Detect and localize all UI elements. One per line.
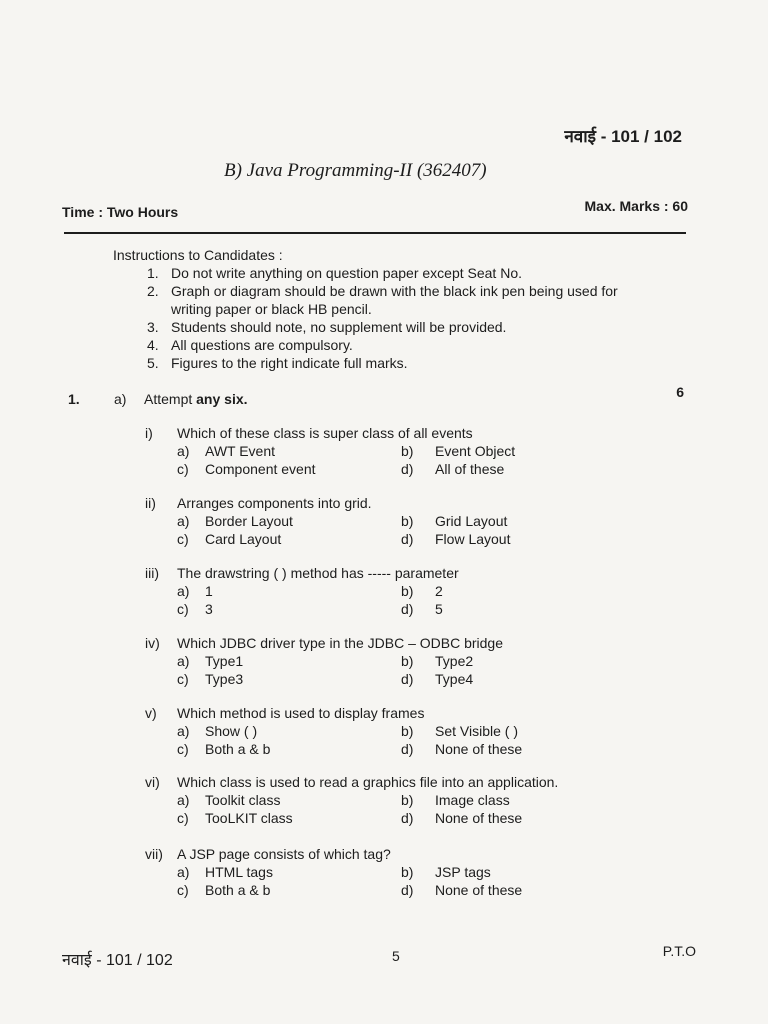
- question-prompt: [144, 391, 248, 407]
- option-text: Type4: [435, 671, 474, 687]
- option: [177, 600, 401, 618]
- option: [177, 530, 401, 548]
- option-text: 1: [205, 583, 213, 599]
- option: [401, 670, 625, 688]
- mcq-item: [145, 494, 625, 548]
- question-number: 1.: [68, 391, 80, 407]
- option-row: [145, 791, 625, 809]
- option-letter: b): [401, 583, 414, 599]
- option-text: Flow Layout: [435, 531, 511, 547]
- mcq-question-text: Which JDBC driver type in the JDBC – ODBC bridge: [177, 635, 503, 651]
- option-row: [145, 582, 625, 600]
- option: [177, 582, 401, 600]
- mcq-numeral: ii): [145, 495, 156, 511]
- paper-code: नवाई - 101 / 102: [564, 127, 682, 146]
- paper-title: B) Java Programming-II (362407): [224, 160, 487, 181]
- option-row: [145, 442, 625, 460]
- option: [401, 809, 625, 827]
- option-letter: d): [401, 531, 414, 547]
- option-text: Type2: [435, 653, 474, 669]
- mcq-item: [145, 424, 625, 478]
- time-label: Time : Two Hours: [62, 204, 179, 220]
- option-text: Show ( ): [205, 723, 258, 739]
- option-row: [145, 460, 625, 478]
- option-letter: b): [401, 443, 414, 459]
- option-text: Both a & b: [205, 741, 271, 757]
- prompt-prefix: Attempt: [144, 391, 197, 407]
- option-text: All of these: [435, 461, 505, 477]
- option: [401, 791, 625, 809]
- option: [177, 881, 401, 899]
- page-number: 5: [392, 948, 400, 964]
- option: [177, 722, 401, 740]
- option-letter: c): [177, 882, 189, 898]
- instruction-item: [147, 318, 661, 336]
- option: [401, 600, 625, 618]
- option-letter: a): [177, 513, 190, 529]
- max-marks-label: Max. Marks : 60: [584, 198, 688, 214]
- mcq-question-text: Which of these class is super class of all events: [177, 425, 473, 441]
- question-marks: 6: [676, 384, 684, 400]
- instruction-number: 4.: [147, 337, 159, 353]
- header-divider: [64, 232, 686, 234]
- option-letter: b): [401, 513, 414, 529]
- mcq-item: [145, 704, 625, 758]
- option-letter: c): [177, 810, 189, 826]
- option-letter: b): [401, 653, 414, 669]
- option: [401, 652, 625, 670]
- mcq-numeral: v): [145, 705, 157, 721]
- option: [401, 512, 625, 530]
- instruction-number: 5.: [147, 355, 159, 371]
- option-row: [145, 600, 625, 618]
- mcq-question: [145, 845, 625, 863]
- option-text: Toolkit class: [205, 792, 281, 808]
- option: [177, 791, 401, 809]
- option-row: [145, 881, 625, 899]
- option: [177, 460, 401, 478]
- mcq-question: [145, 564, 625, 582]
- option-letter: b): [401, 723, 414, 739]
- option-text: Component event: [205, 461, 316, 477]
- option-row: [145, 530, 625, 548]
- option-text: Type1: [205, 653, 244, 669]
- instruction-text: All questions are compulsory.: [171, 337, 353, 353]
- option-letter: a): [177, 583, 190, 599]
- option: [177, 512, 401, 530]
- option-letter: d): [401, 671, 414, 687]
- option-text: Set Visible ( ): [435, 723, 518, 739]
- mcq-numeral: iii): [145, 565, 159, 581]
- option-letter: a): [177, 864, 190, 880]
- option-text: HTML tags: [205, 864, 273, 880]
- option: [401, 722, 625, 740]
- option: [177, 740, 401, 758]
- prompt-bold: any six.: [196, 391, 248, 407]
- option-text: 3: [205, 601, 213, 617]
- option: [177, 809, 401, 827]
- option-text: TooLKIT class: [205, 810, 293, 826]
- option-text: Type3: [205, 671, 244, 687]
- question-part: a): [114, 391, 127, 407]
- mcq-numeral: vii): [145, 846, 163, 862]
- option: [401, 582, 625, 600]
- mcq-question-text: Arranges components into grid.: [177, 495, 372, 511]
- option-text: 2: [435, 583, 443, 599]
- mcq-numeral: vi): [145, 774, 160, 790]
- instruction-number: 2.: [147, 283, 159, 299]
- option-letter: a): [177, 723, 190, 739]
- option-letter: b): [401, 792, 414, 808]
- option-row: [145, 722, 625, 740]
- option-letter: a): [177, 443, 190, 459]
- option-text: None of these: [435, 741, 523, 757]
- instruction-number: 1.: [147, 265, 159, 281]
- instructions-heading: Instructions to Candidates :: [113, 247, 283, 263]
- option-letter: d): [401, 741, 414, 757]
- instruction-text: Do not write anything on question paper except Seat No.: [171, 265, 522, 281]
- mcq-question: [145, 704, 625, 722]
- option-letter: c): [177, 741, 189, 757]
- mcq-item: [145, 564, 625, 618]
- mcq-numeral: i): [145, 425, 153, 441]
- option-letter: d): [401, 601, 414, 617]
- mcq-question-text: The drawstring ( ) method has ----- parameter: [177, 565, 459, 581]
- instruction-item: [147, 264, 661, 282]
- pto-label: P.T.O: [662, 943, 696, 959]
- option-letter: a): [177, 653, 190, 669]
- option: [401, 863, 625, 881]
- option-text: 5: [435, 601, 443, 617]
- mcq-item: [145, 845, 625, 899]
- option: [401, 442, 625, 460]
- option-letter: a): [177, 792, 190, 808]
- option-text: Image class: [435, 792, 510, 808]
- option: [401, 530, 625, 548]
- option: [177, 670, 401, 688]
- option-letter: d): [401, 810, 414, 826]
- mcq-question-text: A JSP page consists of which tag?: [177, 846, 391, 862]
- option-row: [145, 512, 625, 530]
- option-letter: d): [401, 461, 414, 477]
- option-row: [145, 809, 625, 827]
- option-text: JSP tags: [435, 864, 491, 880]
- mcq-question: [145, 634, 625, 652]
- instruction-item: [147, 336, 661, 354]
- option: [177, 652, 401, 670]
- option-text: Border Layout: [205, 513, 293, 529]
- option: [401, 740, 625, 758]
- option-row: [145, 670, 625, 688]
- mcq-question: [145, 424, 625, 442]
- option-row: [145, 863, 625, 881]
- instruction-item: [147, 282, 661, 318]
- instruction-text: Figures to the right indicate full marks.: [171, 355, 408, 371]
- option-text: Card Layout: [205, 531, 282, 547]
- option-row: [145, 652, 625, 670]
- mcq-item: [145, 634, 625, 688]
- option-letter: c): [177, 531, 189, 547]
- option-text: None of these: [435, 882, 523, 898]
- option-letter: c): [177, 601, 189, 617]
- instruction-text: Graph or diagram should be drawn with the black ink pen being used for writing paper or black HB pencil.: [171, 283, 618, 317]
- option: [401, 881, 625, 899]
- mcq-question-text: Which method is used to display frames: [177, 705, 425, 721]
- instruction-item: [147, 354, 661, 372]
- mcq-question: [145, 494, 625, 512]
- mcq-item: [145, 773, 625, 827]
- option-text: Event Object: [435, 443, 516, 459]
- option-letter: b): [401, 864, 414, 880]
- footer-code: नवाई - 101 / 102: [62, 952, 173, 969]
- option-text: None of these: [435, 810, 523, 826]
- mcq-numeral: iv): [145, 635, 160, 651]
- option-row: [145, 740, 625, 758]
- option-text: Both a & b: [205, 882, 271, 898]
- option: [177, 863, 401, 881]
- instruction-text: Students should note, no supplement will be provided.: [171, 319, 507, 335]
- instruction-number: 3.: [147, 319, 159, 335]
- option-text: AWT Event: [205, 443, 276, 459]
- option-text: Grid Layout: [435, 513, 508, 529]
- instructions-list: [147, 264, 661, 372]
- option-letter: c): [177, 461, 189, 477]
- option-letter: c): [177, 671, 189, 687]
- option: [177, 442, 401, 460]
- option-letter: d): [401, 882, 414, 898]
- option: [401, 460, 625, 478]
- mcq-question: [145, 773, 625, 791]
- mcq-question-text: Which class is used to read a graphics file into an application.: [177, 774, 559, 790]
